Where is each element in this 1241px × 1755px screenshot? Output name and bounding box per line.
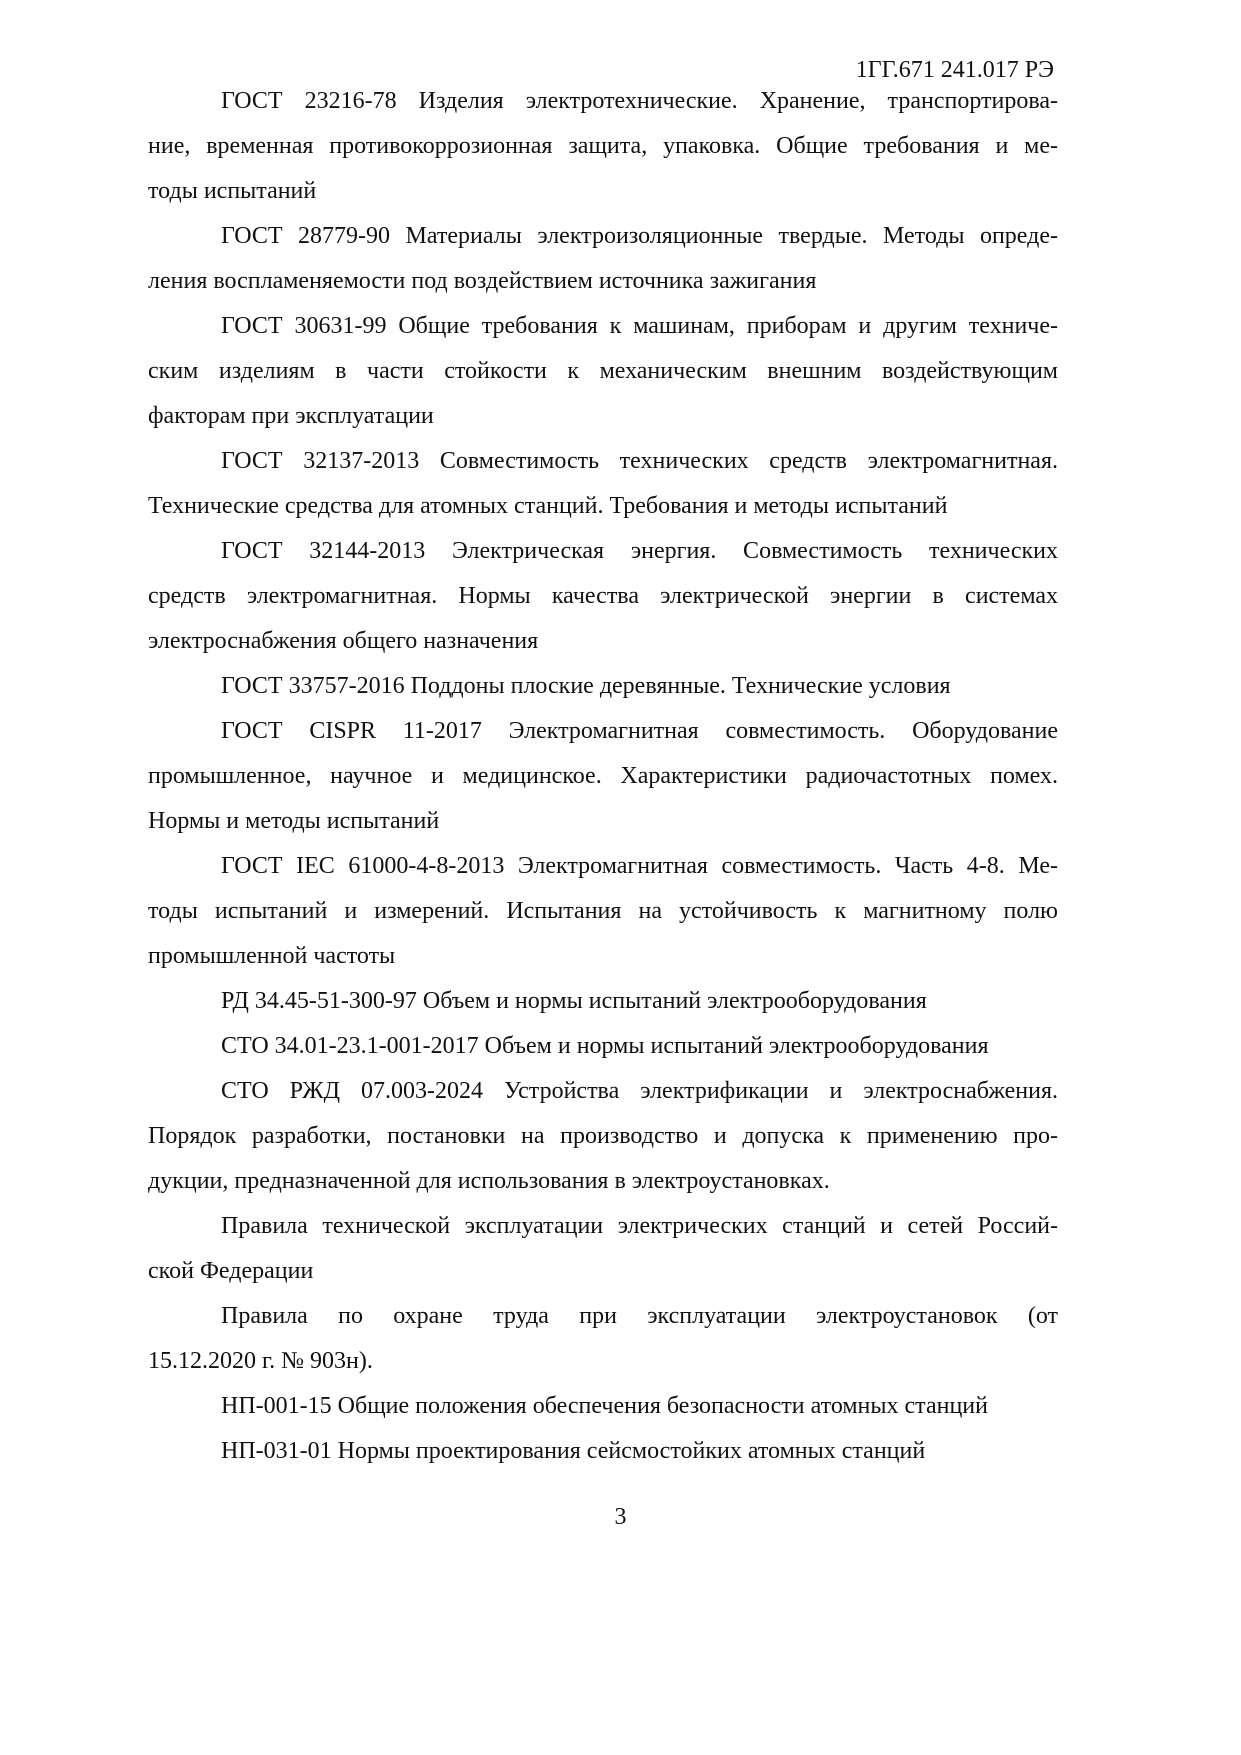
ref-line: промышленной частоты: [148, 943, 396, 969]
ref-line: ским изделиям в части стойкости к механическим внешним воздействующим: [148, 358, 1058, 384]
ref-line: дукции, предназначенной для использования в электроустановках.: [148, 1168, 830, 1194]
ref-line: НП-031-01 Нормы проектирования сейсмостойких атомных станций: [221, 1438, 926, 1464]
ref-line: средств электромагнитная. Нормы качества электрической энергии в системах: [148, 583, 1058, 609]
ref-line: ГОСТ 32144-2013 Электрическая энергия. Совместимость технических: [221, 538, 1058, 564]
ref-line: СТО РЖД 07.003-2024 Устройства электрификации и электроснабжения.: [221, 1078, 1058, 1104]
ref-line: ГОСТ 23216-78 Изделия электротехнические. Хранение, транспортирова-: [221, 88, 1058, 114]
ref-line: ГОСТ 33757-2016 Поддоны плоские деревянные. Технические условия: [221, 673, 951, 699]
ref-line: ГОСТ IEC 61000-4-8-2013 Электромагнитная совместимость. Часть 4-8. Ме-: [221, 853, 1058, 879]
ref-line: РД 34.45-51-300-97 Объем и нормы испытаний электрооборудования: [221, 988, 927, 1014]
ref-line: ГОСТ 28779-90 Материалы электроизоляционные твердые. Методы опреде-: [221, 223, 1058, 249]
ref-line: ления воспламеняемости под воздействием источника зажигания: [148, 268, 817, 294]
ref-line: Технические средства для атомных станций. Требования и методы испытаний: [148, 493, 948, 519]
page-number: 3: [614, 1504, 627, 1530]
ref-line: СТО 34.01-23.1-001-2017 Объем и нормы испытаний электрооборудования: [221, 1033, 989, 1059]
ref-line: НП-001-15 Общие положения обеспечения безопасности атомных станций: [221, 1393, 988, 1419]
ref-line: электроснабжения общего назначения: [148, 628, 539, 654]
document-code: 1ГГ.671 241.017 РЭ: [855, 57, 1054, 83]
ref-line: ние, временная противокоррозионная защита, упаковка. Общие требования и ме-: [148, 133, 1058, 159]
ref-line: факторам при эксплуатации: [148, 403, 434, 429]
ref-line: ГОСТ 32137-2013 Совместимость технических средств электромагнитная.: [221, 448, 1058, 474]
ref-line: ской Федерации: [148, 1258, 314, 1284]
ref-line: 15.12.2020 г. № 903н).: [148, 1348, 373, 1374]
ref-line: тоды испытаний и измерений. Испытания на устойчивость к магнитному полю: [148, 898, 1058, 924]
ref-line: Порядок разработки, постановки на производство и допуска к применению про-: [148, 1123, 1058, 1149]
ref-line: Правила по охране труда при эксплуатации электроустановок (от: [221, 1303, 1058, 1329]
ref-line: ГОСТ CISPR 11-2017 Электромагнитная совместимость. Оборудование: [221, 718, 1058, 744]
ref-line: промышленное, научное и медицинское. Характеристики радиочастотных помех.: [148, 763, 1058, 789]
ref-line: тоды испытаний: [148, 178, 317, 204]
ref-line: ГОСТ 30631-99 Общие требования к машинам, приборам и другим техниче-: [221, 313, 1058, 339]
ref-line: Нормы и методы испытаний: [148, 808, 440, 834]
ref-line: Правила технической эксплуатации электрических станций и сетей Россий-: [221, 1213, 1058, 1239]
